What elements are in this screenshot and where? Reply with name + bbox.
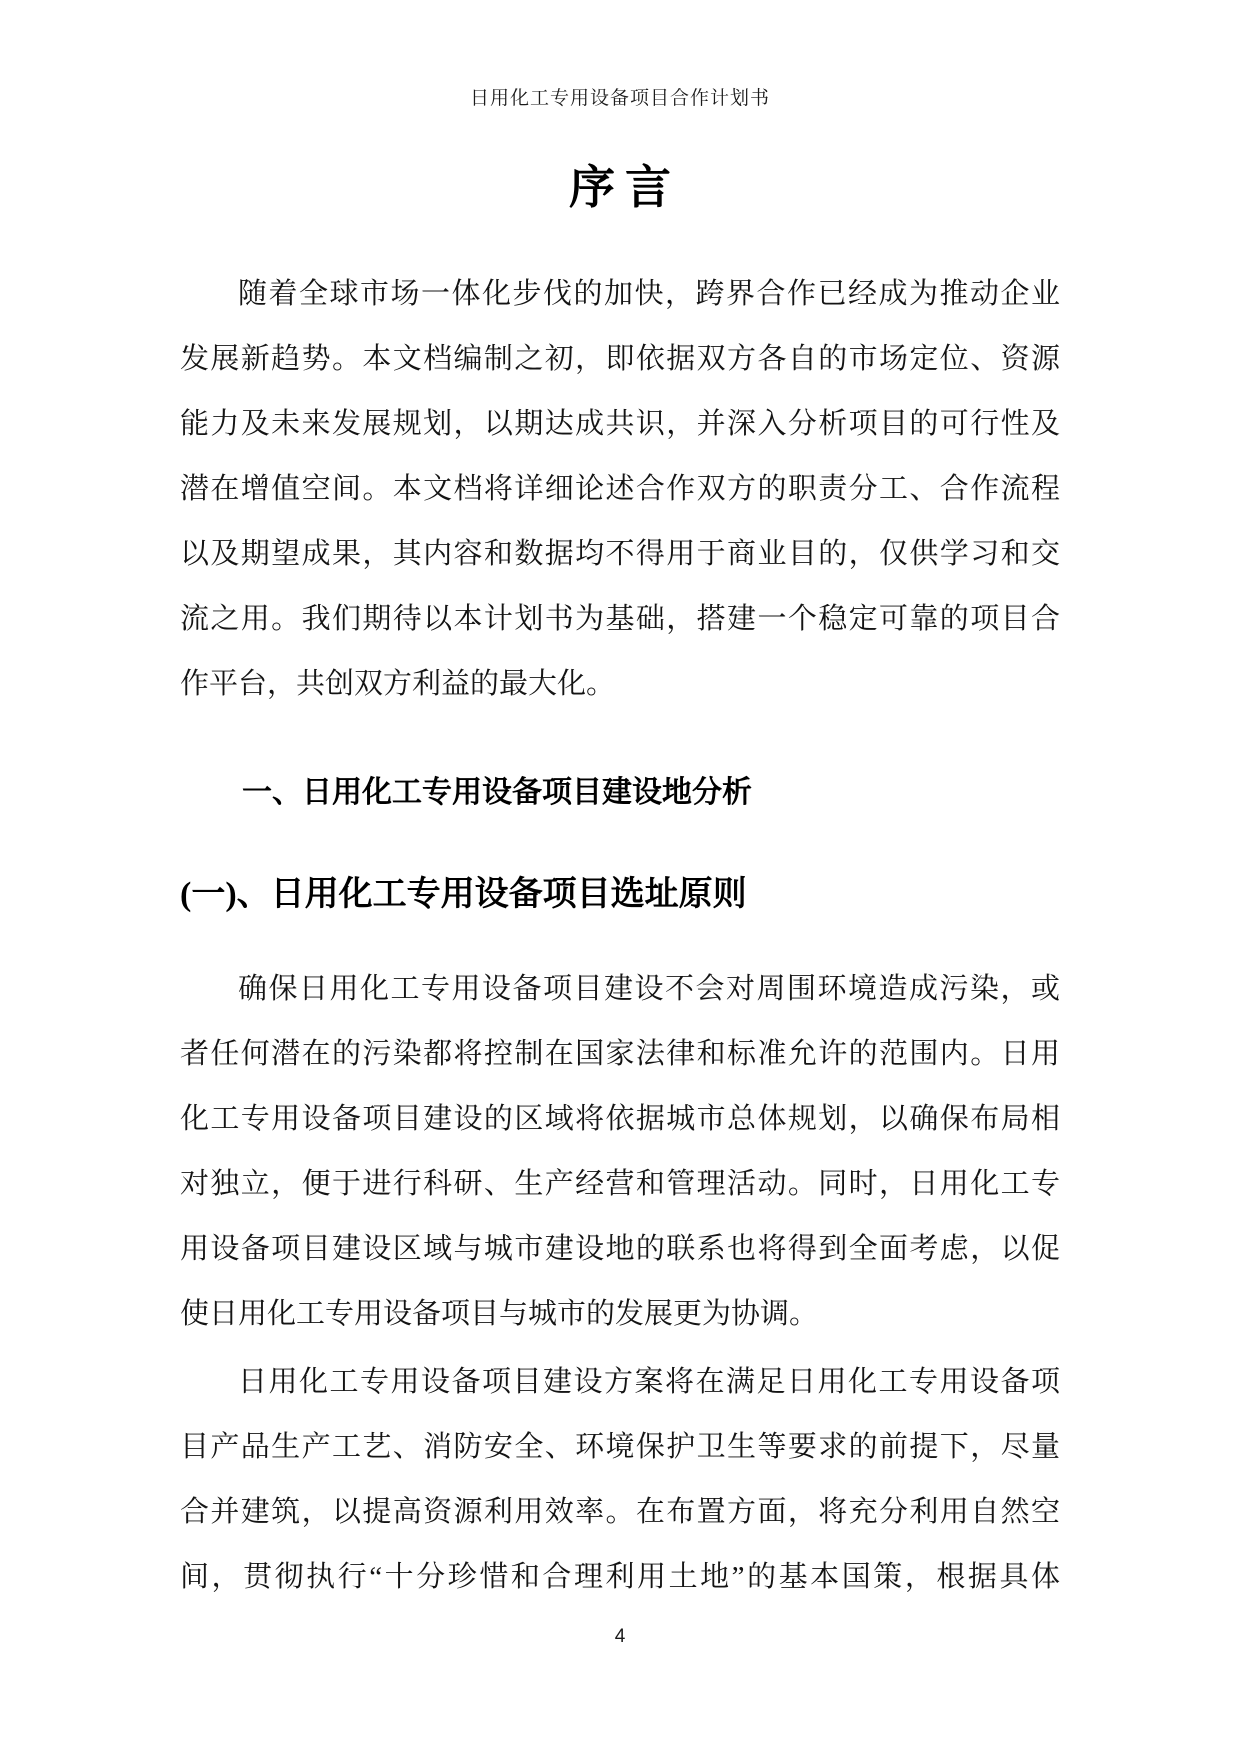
page-number: 4: [614, 1626, 626, 1647]
page-title: 序言: [569, 162, 681, 213]
text-line: 确保日用化工专用设备项目建设不会对周围环境造成污染，或: [238, 973, 1060, 1005]
text-line: 目产品生产工艺、消防安全、环境保护卫生等要求的前提下，尽量: [180, 1431, 1060, 1463]
text-line: 随着全球市场一体化步伐的加快，跨界合作已经成为推动企业: [238, 278, 1060, 310]
text-line: 者任何潜在的污染都将控制在国家法律和标准允许的范围内。日用: [180, 1038, 1060, 1070]
text-line: 以及期望成果，其内容和数据均不得用于商业目的，仅供学习和交: [180, 538, 1060, 570]
subsection-heading: (一)、日用化工专用设备项目选址原则: [180, 876, 747, 913]
text-line: 日用化工专用设备项目建设方案将在满足日用化工专用设备项: [238, 1366, 1060, 1398]
text-line: 流之用。我们期待以本计划书为基础，搭建一个稳定可靠的项目合: [180, 603, 1060, 635]
document-header: 日用化工专用设备项目合作计划书: [469, 88, 770, 109]
paragraph-intro: [180, 262, 1060, 717]
text-line: 间，贯彻执行“十分珍惜和合理利用土地”的基本国策，根据具体: [180, 1561, 1060, 1593]
text-line: 能力及未来发展规划，以期达成共识，并深入分析项目的可行性及: [180, 408, 1060, 440]
text-line: 使日用化工专用设备项目与城市的发展更为协调。: [180, 1298, 819, 1330]
paragraph-construction-plan: [180, 1350, 1060, 1610]
text-line: 对独立，便于进行科研、生产经营和管理活动。同时，日用化工专: [180, 1168, 1060, 1200]
text-line: 化工专用设备项目建设的区域将依据城市总体规划，以确保布局相: [180, 1103, 1060, 1135]
text-line: 发展新趋势。本文档编制之初，即依据双方各自的市场定位、资源: [180, 343, 1060, 375]
text-line: 用设备项目建设区域与城市建设地的联系也将得到全面考虑，以促: [180, 1233, 1060, 1265]
paragraph-site-principles: [180, 957, 1060, 1347]
section-heading: 一、日用化工专用设备项目建设地分析: [242, 776, 752, 809]
text-line: 合并建筑，以提高资源利用效率。在布置方面，将充分利用自然空: [180, 1496, 1060, 1528]
text-line: 作平台，共创双方利益的最大化。: [180, 668, 616, 700]
text-line: 潜在增值空间。本文档将详细论述合作双方的职责分工、合作流程: [180, 473, 1060, 505]
